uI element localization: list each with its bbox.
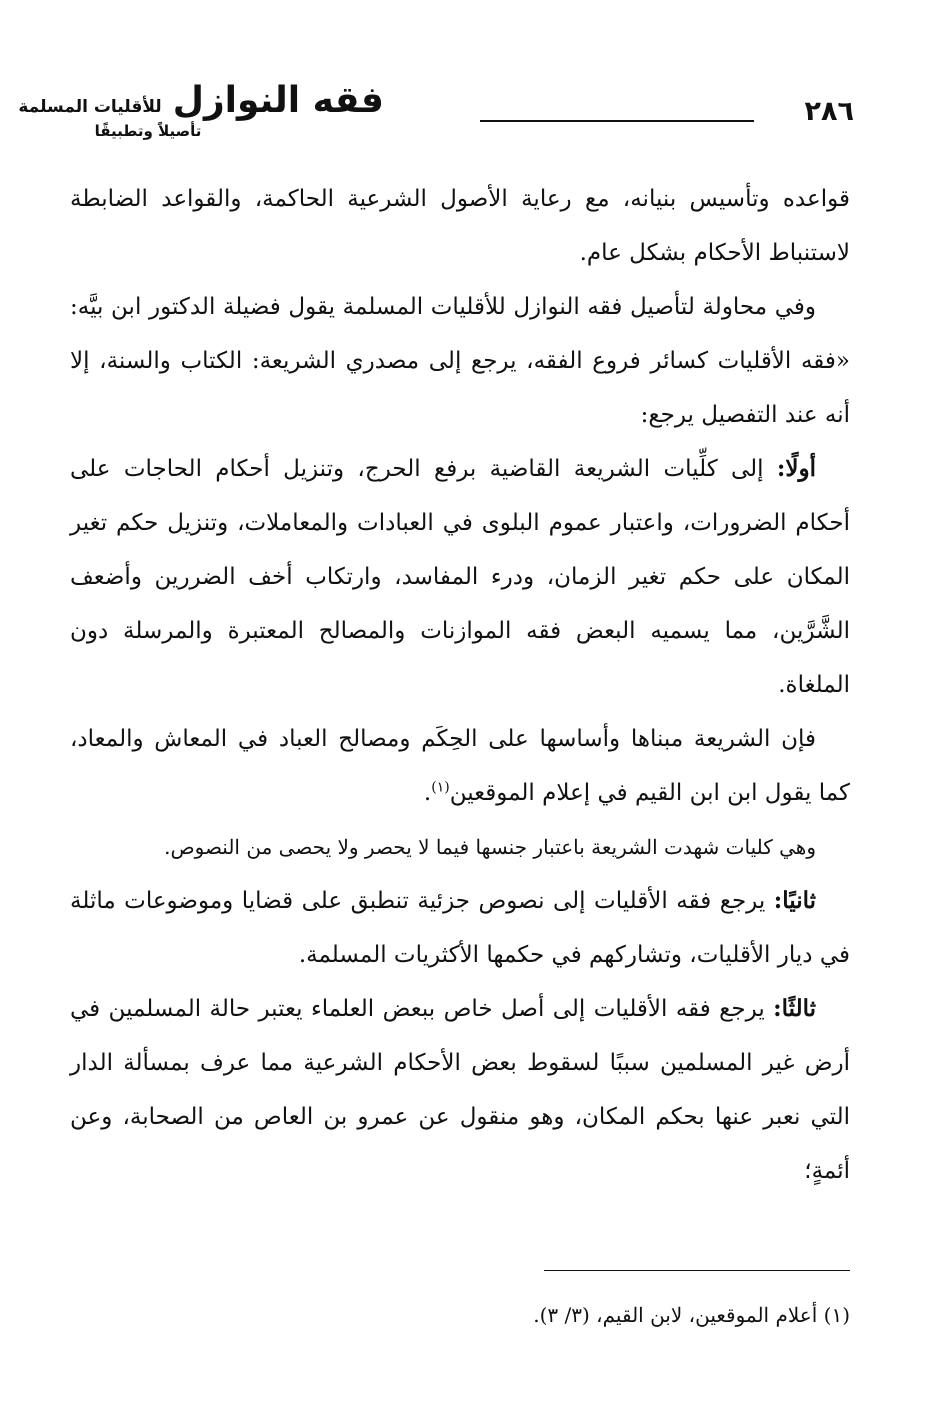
paragraph-4-text: فإن الشريعة مبناها وأساسها على الحِكَم ومصالح العباد في المعاش والمعاد، كما يقول ابن ابن القيم في إعلام الموقعين <box>70 726 850 806</box>
paragraph-4-end: . <box>423 780 432 806</box>
paragraph-6 <box>70 874 850 982</box>
body-text <box>70 172 850 1198</box>
book-title-main: فقه النوازل <box>172 80 384 121</box>
paragraph-5: وهي كليات شهدت الشريعة باعتبار جنسها فيما لا يحصر ولا يحصى من النصوص. <box>164 835 816 859</box>
book-title <box>18 80 384 121</box>
footnote-reference[interactable]: (١) <box>431 779 450 796</box>
page-number: ٢٨٦ <box>804 96 854 127</box>
paragraph-4 <box>70 712 850 820</box>
paragraph-3 <box>70 442 850 712</box>
footnote-rule <box>544 1270 850 1271</box>
point-second-text: يرجع فقه الأقليات إلى نصوص جزئية تنطبق على قضايا وموضوعات ماثلة في ديار الأقليات، وتشاركهم في حكمها الأكثريات المسلمة. <box>70 888 850 968</box>
point-third-label: ثالثًا: <box>773 995 816 1022</box>
point-third-text: يرجع فقه الأقليات إلى أصل خاص ببعض العلماء يعتبر حالة المسلمين في أرض غير المسلمين سببًا لسقوط بعض الأحكام الشرعية مما عرف بمسألة الدار التي نعبر عنها بحكم المكان، وهو منقول عن عمرو بن العاص من الصحابة، وعن أئمةٍ؛ <box>70 996 850 1184</box>
running-header <box>18 72 854 152</box>
book-subtitle: تأصيلاً وتطبيقًا <box>94 122 202 140</box>
paragraph-7 <box>70 982 850 1198</box>
point-second-label: ثانيًا: <box>773 887 816 914</box>
point-first-text: إلى كلِّيات الشريعة القاضية برفع الحرج، وتنزيل أحكام الحاجات على أحكام الضرورات، واعتبار عموم البلوى في العبادات والمعاملات، وتنزيل حكم تغير المكان على حكم تغير الزمان، ودرء المفاسد، وارتكاب أخف الضررين وأضعف الشَّرَّين، مما يسميه البعض فقه الموازنات والمصالح المعتبرة والمرسلة دون الملغاة. <box>70 456 850 698</box>
header-rule <box>480 120 754 122</box>
paragraph-2: وفي محاولة لتأصيل فقه النوازل للأقليات المسلمة يقول فضيلة الدكتور ابن بيَّه: «فقه الأقليات كسائر فروع الفقه، يرجع إلى مصدري الشريعة: الكتاب والسنة، إلا أنه عند التفصيل يرجع: <box>70 294 850 428</box>
book-title-sub: للأقليات المسلمة <box>18 97 162 117</box>
paragraph-1: قواعده وتأسيس بنيانه، مع رعاية الأصول الشرعية الحاكمة، والقواعد الضابطة لاستنباط الأحكام بشكل عام. <box>70 186 850 266</box>
point-first-label: أولًا: <box>776 455 816 482</box>
footnote-1: (١) أعلام الموقعين، لابن القيم، (٣/ ٣). <box>533 1303 850 1327</box>
